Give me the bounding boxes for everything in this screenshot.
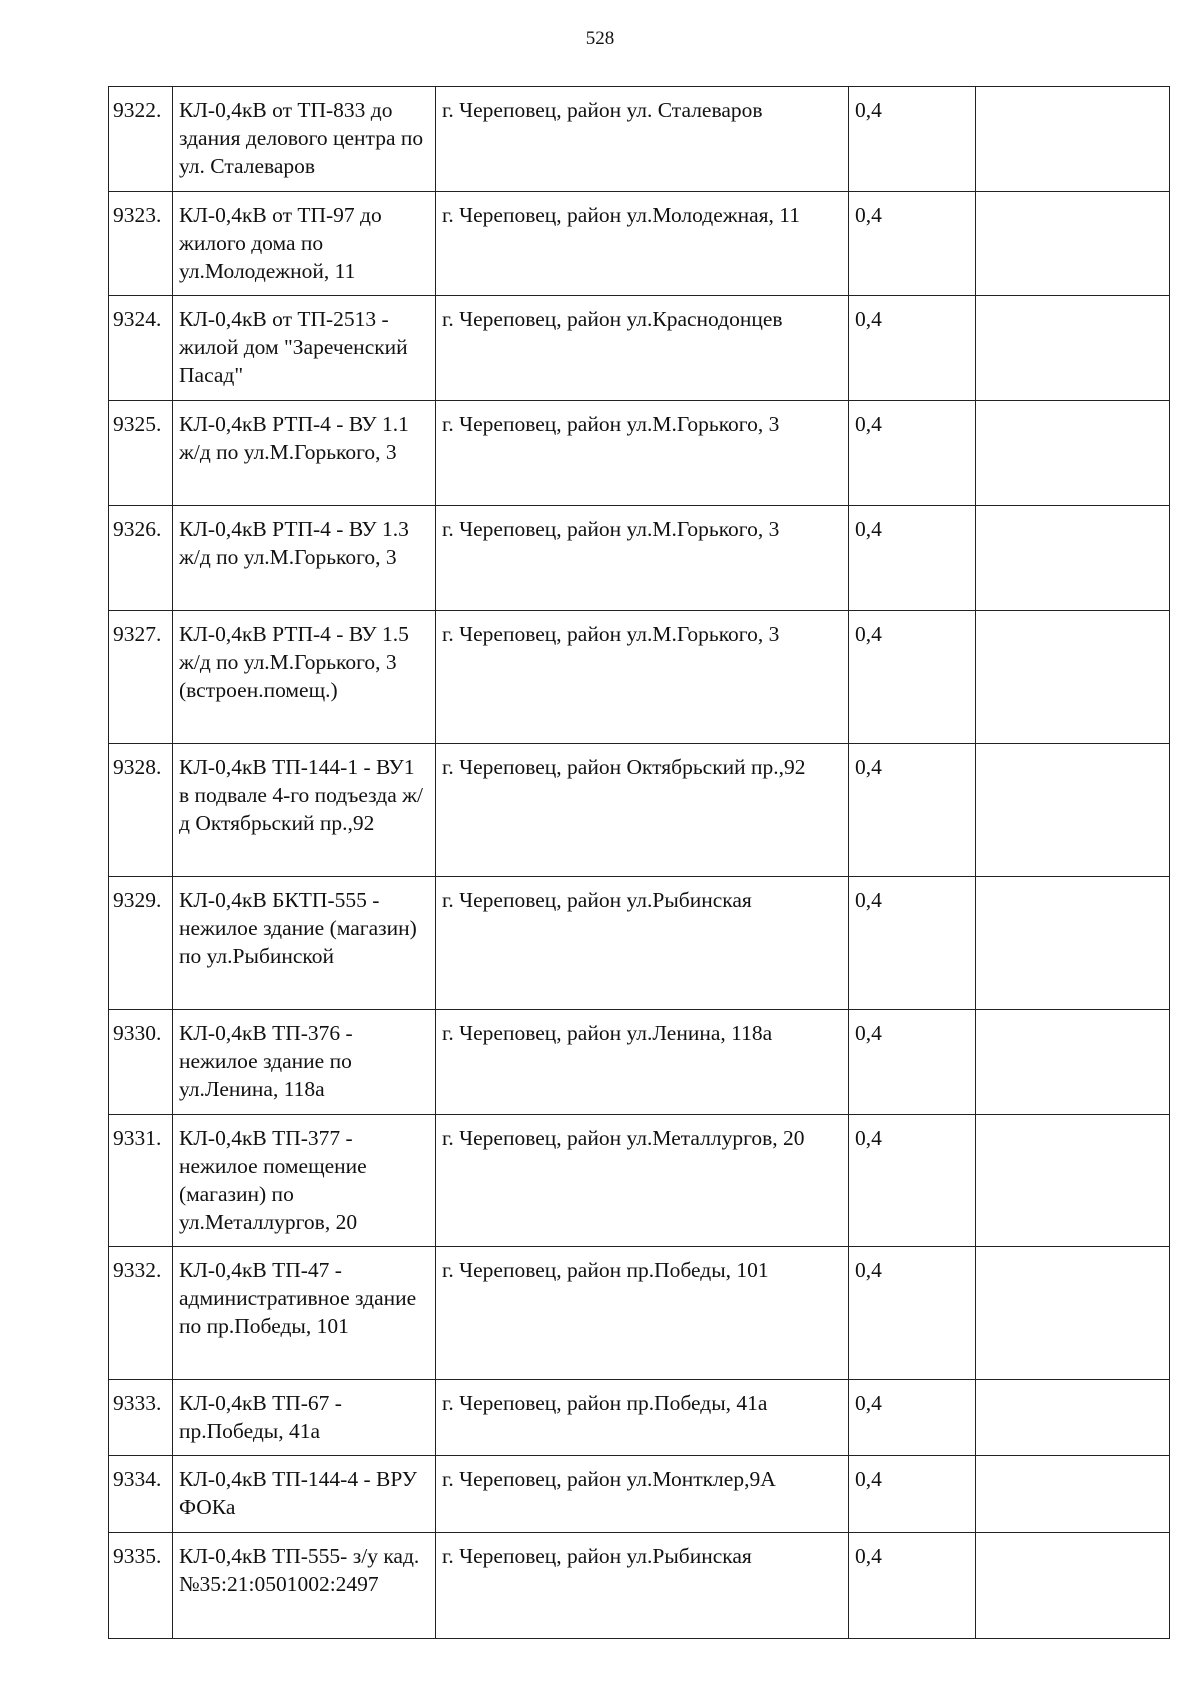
table-row xyxy=(109,296,1170,401)
voltage-cell: 0,4 xyxy=(849,877,976,1010)
line-name-cell: КЛ-0,4кВ ТП-47 - административное здание по пр.Победы, 101 xyxy=(173,1247,436,1380)
voltage-cell: 0,4 xyxy=(849,1115,976,1247)
line-name-cell: КЛ-0,4кВ ТП-377 - нежилое помещение (магазин) по ул.Металлургов, 20 xyxy=(173,1115,436,1247)
table-row xyxy=(109,506,1170,611)
voltage-cell: 0,4 xyxy=(849,744,976,877)
location-cell: г. Череповец, район ул.Металлургов, 20 xyxy=(436,1115,849,1247)
note-cell xyxy=(976,877,1170,1010)
row-number-cell: 9323. xyxy=(109,192,173,296)
note-cell xyxy=(976,296,1170,401)
voltage-cell: 0,4 xyxy=(849,296,976,401)
line-name-cell: КЛ-0,4кВ ТП-67 - пр.Победы, 41а xyxy=(173,1380,436,1456)
table-row xyxy=(109,1010,1170,1115)
table-row xyxy=(109,192,1170,296)
location-cell: г. Череповец, район ул.Краснодонцев xyxy=(436,296,849,401)
table-row xyxy=(109,1380,1170,1456)
note-cell xyxy=(976,744,1170,877)
voltage-cell: 0,4 xyxy=(849,611,976,744)
voltage-cell: 0,4 xyxy=(849,87,976,192)
line-name-cell: КЛ-0,4кВ БКТП-555 - нежилое здание (магазин) по ул.Рыбинской xyxy=(173,877,436,1010)
line-name-cell: КЛ-0,4кВ РТП-4 - ВУ 1.5 ж/д по ул.М.Горького, 3 (встроен.помещ.) xyxy=(173,611,436,744)
line-name-cell: КЛ-0,4кВ от ТП-2513 - жилой дом "Зареченский Пасад" xyxy=(173,296,436,401)
row-number-cell: 9332. xyxy=(109,1247,173,1380)
voltage-cell: 0,4 xyxy=(849,192,976,296)
table-row xyxy=(109,744,1170,877)
location-cell: г. Череповец, район ул.М.Горького, 3 xyxy=(436,611,849,744)
location-cell: г. Череповец, район ул.Ленина, 118а xyxy=(436,1010,849,1115)
row-number-cell: 9326. xyxy=(109,506,173,611)
table-row xyxy=(109,1247,1170,1380)
line-name-cell: КЛ-0,4кВ от ТП-97 до жилого дома по ул.Молодежной, 11 xyxy=(173,192,436,296)
line-name-cell: КЛ-0,4кВ ТП-144-4 - ВРУ ФОКа xyxy=(173,1456,436,1533)
voltage-cell: 0,4 xyxy=(849,1247,976,1380)
row-number-cell: 9322. xyxy=(109,87,173,192)
location-cell: г. Череповец, район ул.Рыбинская xyxy=(436,877,849,1010)
row-number-cell: 9333. xyxy=(109,1380,173,1456)
row-number-cell: 9325. xyxy=(109,401,173,506)
table-row xyxy=(109,1456,1170,1533)
note-cell xyxy=(976,1247,1170,1380)
line-name-cell: КЛ-0,4кВ ТП-376 - нежилое здание по ул.Ленина, 118а xyxy=(173,1010,436,1115)
table-row xyxy=(109,1533,1170,1639)
row-number-cell: 9334. xyxy=(109,1456,173,1533)
table-row xyxy=(109,1115,1170,1247)
page-number: 528 xyxy=(585,28,615,49)
voltage-cell: 0,4 xyxy=(849,1010,976,1115)
note-cell xyxy=(976,1010,1170,1115)
voltage-cell: 0,4 xyxy=(849,1533,976,1639)
table-row xyxy=(109,87,1170,192)
line-name-cell: КЛ-0,4кВ РТП-4 - ВУ 1.1 ж/д по ул.М.Горького, 3 xyxy=(173,401,436,506)
note-cell xyxy=(976,1456,1170,1533)
location-cell: г. Череповец, район ул.М.Горького, 3 xyxy=(436,401,849,506)
location-cell: г. Череповец, район пр.Победы, 41а xyxy=(436,1380,849,1456)
voltage-cell: 0,4 xyxy=(849,506,976,611)
note-cell xyxy=(976,611,1170,744)
cable-lines-table xyxy=(108,86,1170,1639)
row-number-cell: 9329. xyxy=(109,877,173,1010)
table-row xyxy=(109,877,1170,1010)
table-row xyxy=(109,611,1170,744)
location-cell: г. Череповец, район ул.Молодежная, 11 xyxy=(436,192,849,296)
line-name-cell: КЛ-0,4кВ от ТП-833 до здания делового центра по ул. Сталеваров xyxy=(173,87,436,192)
note-cell xyxy=(976,401,1170,506)
voltage-cell: 0,4 xyxy=(849,401,976,506)
table-row xyxy=(109,401,1170,506)
location-cell: г. Череповец, район Октябрьский пр.,92 xyxy=(436,744,849,877)
location-cell: г. Череповец, район ул.М.Горького, 3 xyxy=(436,506,849,611)
note-cell xyxy=(976,192,1170,296)
note-cell xyxy=(976,1115,1170,1247)
line-name-cell: КЛ-0,4кВ ТП-555- з/у кад. №35:21:0501002:2497 xyxy=(173,1533,436,1639)
row-number-cell: 9335. xyxy=(109,1533,173,1639)
location-cell: г. Череповец, район ул.Монтклер,9А xyxy=(436,1456,849,1533)
location-cell: г. Череповец, район ул.Рыбинская xyxy=(436,1533,849,1639)
note-cell xyxy=(976,1380,1170,1456)
line-name-cell: КЛ-0,4кВ РТП-4 - ВУ 1.3 ж/д по ул.М.Горького, 3 xyxy=(173,506,436,611)
row-number-cell: 9328. xyxy=(109,744,173,877)
note-cell xyxy=(976,87,1170,192)
location-cell: г. Череповец, район ул. Сталеваров xyxy=(436,87,849,192)
voltage-cell: 0,4 xyxy=(849,1380,976,1456)
row-number-cell: 9327. xyxy=(109,611,173,744)
location-cell: г. Череповец, район пр.Победы, 101 xyxy=(436,1247,849,1380)
voltage-cell: 0,4 xyxy=(849,1456,976,1533)
row-number-cell: 9331. xyxy=(109,1115,173,1247)
row-number-cell: 9330. xyxy=(109,1010,173,1115)
line-name-cell: КЛ-0,4кВ ТП-144-1 - ВУ1 в подвале 4-го подъезда ж/д Октябрьский пр.,92 xyxy=(173,744,436,877)
row-number-cell: 9324. xyxy=(109,296,173,401)
note-cell xyxy=(976,506,1170,611)
note-cell xyxy=(976,1533,1170,1639)
